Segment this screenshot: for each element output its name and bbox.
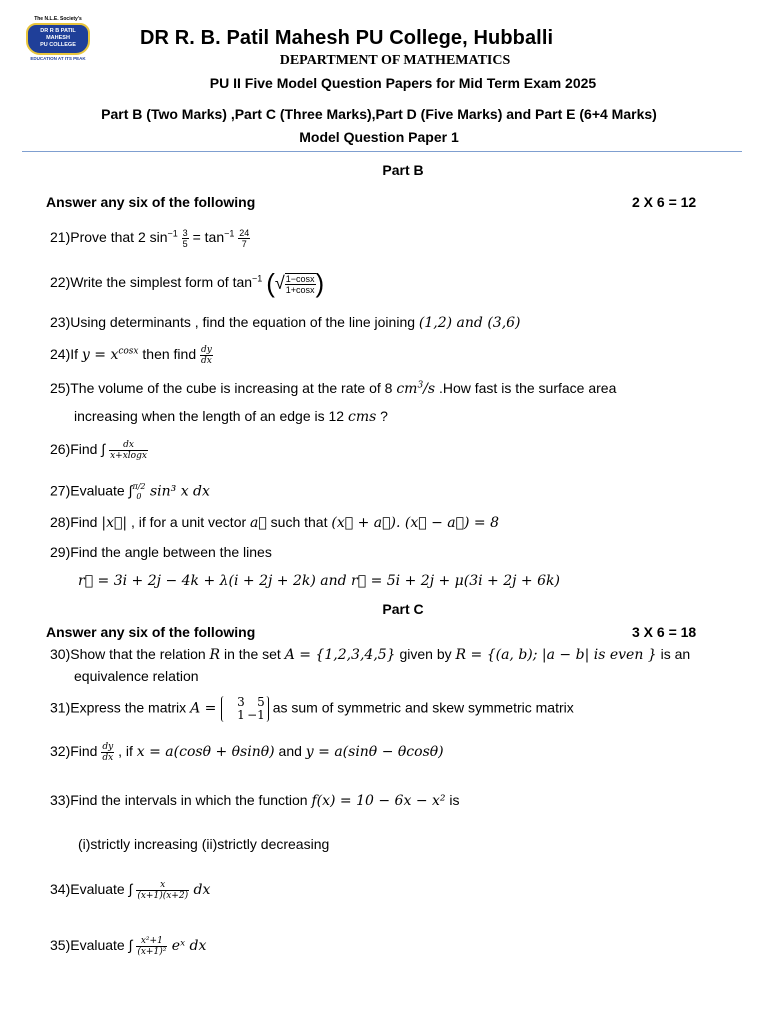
question-34: 34)Evaluate ∫ $\frac{x}{(x+1)(x+2)}$ dx [50,880,211,901]
question-25: 25)The volume of the cube is increasing at the rate of 8 $cm^3/s$ .How fast is the surface area [50,380,617,397]
question-26: 26)Find ∫ $\frac{dx}{x+xlogx}$ [50,440,147,461]
logo-society-text: The N.L.E. Society's [34,16,82,22]
question-32: 32)Find $\frac{dy}{dx}$ , if x = a(cosθ + θsinθ) and y = a(sinθ − θcosθ) [50,742,444,763]
department-title: DEPARTMENT OF MATHEMATICS [279,53,511,68]
question-28: 28)Find |x⃗| , if for a unit vector a⃗ such that (x⃗ + a⃗). (x⃗ − a⃗) = 8 [50,514,500,531]
question-27: 27)Evaluate ∫π/2 0 sin³ x dx [50,482,210,501]
question-30: 30)Show that the relation R in the set A = {1,2,3,4,5} given by R = {(a, b); |a − b| is even } is an [50,646,691,663]
question-35: 35)Evaluate ∫ $\frac{\text{x²+1}}{\text{(x+1)²}}$ eˣ dx [50,936,207,957]
paper-subtitle: PU II Five Model Question Papers for Mid Term Exam 2025 [209,75,597,91]
question-22: 22)Write the simplest form of $\tan^{-1}$ (√ $\frac{1-\cos x}{1+\cos x}$ ) [50,268,325,298]
question-29: 29)Find the angle between the lines [50,544,272,560]
question-30-continuation: equivalence relation [74,668,199,684]
college-name: DR R. B. Patil Mahesh PU College, Hubballi [140,27,554,49]
question-33: 33)Find the intervals in which the function f(x) = 10 − 6x − x² is [50,792,460,809]
model-paper-title: Model Question Paper 1 [299,129,459,145]
logo-motto: EDUCATION AT ITS PEAK [30,56,86,61]
matrix-a: 3 5 1 −1 [221,696,269,722]
question-24: 24)If $y = x^{cosx}$ then find $\frac{dy}{dx}$ [50,345,212,366]
question-21: 21)Prove that 2 $\sin^{-1}$ $\frac{3}{5}$ = $\tan^{-1}$ $\frac{24}{7}$ [50,228,250,249]
question-33-continuation: (i)strictly increasing (ii)strictly decreasing [78,836,330,852]
logo-shield: DR R B PATIL MAHESH PU COLLEGE [26,23,90,55]
question-31: 31)Express the matrix A = 3 5 1 −1 as sum of symmetric and skew symmetric matrix [50,695,574,722]
part-b-marks: 2 X 6 = 12 [632,194,697,210]
part-c-heading: Part C [382,601,424,617]
question-25-continuation: increasing when the length of an edge is 12 cms ? [74,408,388,425]
header-divider [22,151,742,152]
part-c-marks: 3 X 6 = 18 [632,624,697,640]
part-b-heading: Part B [382,162,424,178]
parts-description: Part B (Two Marks) ,Part C (Three Marks),Part D (Five Marks) and Part E (6+4 Marks) [101,106,657,122]
question-29-lines: r⃗ = 3i + 2j − 4k + λ(i + 2j + 2k) and r⃗ = 5i + 2j + μ(3i + 2j + 6k) [78,573,560,589]
part-c-instruction: Answer any six of the following [46,624,256,640]
question-23: 23)Using determinants , find the equation of the line joining (1,2) and (3,6) [50,314,521,331]
part-b-instruction: Answer any six of the following [46,194,256,210]
